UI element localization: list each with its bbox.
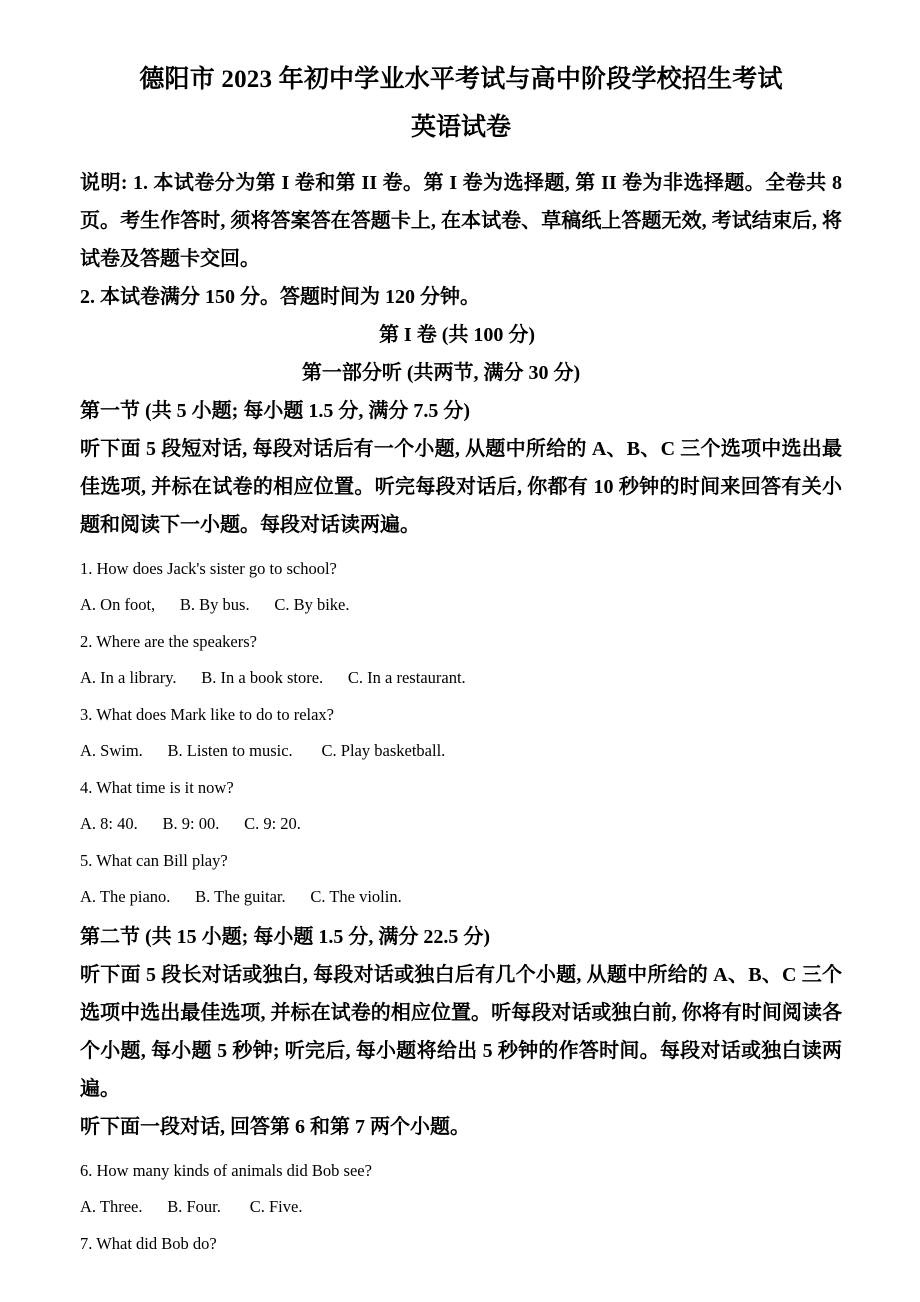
question-options-4[interactable]: A. 8: 40. B. 9: 00. C. 9: 20. bbox=[80, 814, 301, 833]
question-stem-3: 3. What does Mark like to do to relax? bbox=[80, 705, 335, 724]
instruction-note-2: 2. 本试卷满分 150 分。答题时间为 120 分钟。 bbox=[80, 286, 480, 308]
question-options-3[interactable]: A. Swim. B. Listen to music. C. Play basketball. bbox=[80, 741, 446, 760]
question-stem-1: 1. How does Jack's sister go to school? bbox=[80, 559, 337, 578]
section-2-heading: 第二节 (共 15 小题; 每小题 1.5 分, 满分 22.5 分) bbox=[80, 926, 490, 948]
section-1-heading: 第一节 (共 5 小题; 每小题 1.5 分, 满分 7.5 分) bbox=[80, 400, 470, 422]
question-options-2[interactable]: A. In a library. B. In a book store. C. In a restaurant. bbox=[80, 668, 466, 687]
question-stem-7: 7. What did Bob do? bbox=[80, 1234, 217, 1253]
question-options-5[interactable]: A. The piano. B. The guitar. C. The violin. bbox=[80, 887, 402, 906]
question-stem-4: 4. What time is it now? bbox=[80, 778, 234, 797]
page-subtitle: 英语试卷 bbox=[410, 114, 511, 141]
page-content bbox=[80, 0, 842, 1262]
question-stem-5: 5. What can Bill play? bbox=[80, 851, 228, 870]
page-title: 德阳市 2023 年初中学业水平考试与高中阶段学校招生考试 bbox=[139, 66, 783, 93]
question-stem-2: 2. Where are the speakers? bbox=[80, 632, 257, 651]
section-1-directions: 听下面 5 段短对话, 每段对话后有一个小题, 从题中所给的 A、B、C 三个选项中选出最佳选项, 并标在试卷的相应位置。听完每段对话后, 你都有 10 秒钟的时间来回答有关小题和阅读下一小题。每段对话读两遍。 bbox=[80, 438, 842, 536]
question-options-6[interactable]: A. Three. B. Four. C. Five. bbox=[80, 1197, 303, 1216]
paper-heading: 第 I 卷 (共 100 分) bbox=[378, 324, 536, 346]
section-2-sub-directions: 听下面一段对话, 回答第 6 和第 7 两个小题。 bbox=[80, 1116, 470, 1138]
question-stem-6: 6. How many kinds of animals did Bob see? bbox=[80, 1161, 372, 1180]
section-2-directions: 听下面 5 段长对话或独白, 每段对话或独白后有几个小题, 从题中所给的 A、B、C 三个选项中选出最佳选项, 并标在试卷的相应位置。听每段对话或独白前, 你将有时间阅读各个小题, 每小题 5 秒钟; 听完后, 每小题将给出 5 秒钟的作答时间。每段对话或独白读两遍。 bbox=[80, 964, 842, 1100]
part-one-heading: 第一部分听 (共两节, 满分 30 分) bbox=[301, 362, 581, 384]
question-options-1[interactable]: A. On foot, B. By bus. C. By bike. bbox=[80, 595, 350, 614]
instruction-note-1: 说明: 1. 本试卷分为第 I 卷和第 II 卷。第 I 卷为选择题, 第 II 卷为非选择题。全卷共 8 页。考生作答时, 须将答案答在答题卡上, 在本试卷、草稿纸上答题无效, 考试结束后, 将试卷及答题卡交回。 bbox=[80, 172, 842, 270]
